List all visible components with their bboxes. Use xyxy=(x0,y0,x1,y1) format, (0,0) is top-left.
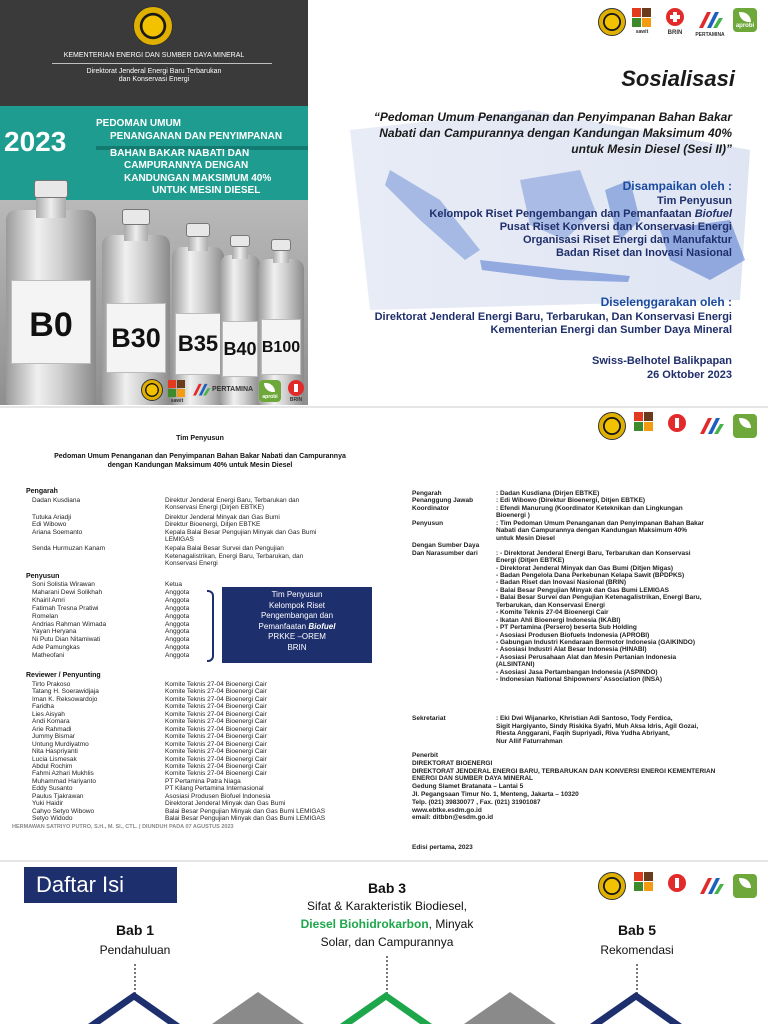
penyusun-name: Ade Pamungkas xyxy=(32,644,80,652)
reviewer-role: Komite Teknis 27-04 Bioenergi Cair xyxy=(165,770,267,778)
reviewer-name: Andi Komara xyxy=(32,718,70,726)
event-date: 26 Oktober 2023 xyxy=(647,369,732,381)
bottle-label: B30 xyxy=(111,323,161,353)
esdm-emblem-icon xyxy=(133,6,173,46)
sawit-logo-icon xyxy=(634,412,654,432)
cover-title-line: UNTUK MESIN DIESEL xyxy=(152,185,261,196)
bottle xyxy=(220,255,260,405)
bab3-heading: Bab 3 xyxy=(367,880,407,896)
penyusun-name: Andrias Rahman Wimada xyxy=(32,620,107,628)
reviewer-heading: Reviewer / Penyunting xyxy=(26,672,101,679)
credit-value: - Balai Besar Survei dan Pengujian Ketenagalistrikan, Energi Baru, xyxy=(496,594,702,602)
penyusun-role: Anggota xyxy=(165,612,190,620)
tim-subtitle: dengan Kandungan Maksimum 40% untuk Mesin Diesel xyxy=(107,462,293,469)
pertamina-logo-icon xyxy=(695,8,725,30)
penyusun-role: Anggota xyxy=(165,604,190,612)
pengarah-name: Edi Wibowo xyxy=(32,521,67,529)
credit-value: : Efendi Manurung (Koordinator Keteknikan dan Lingkungan xyxy=(496,504,683,512)
reviewer-role: Komite Teknis 27-04 Bioenergi Cair xyxy=(165,740,267,748)
connector-dots xyxy=(386,956,388,994)
team-box xyxy=(222,587,372,663)
reviewer-role: Komite Teknis 27-04 Bioenergi Cair xyxy=(165,725,267,733)
pengarah-role: Kepala Balai Besar Survei dan Pengujian xyxy=(165,545,284,553)
pengarah-name: Dadan Kusdiana xyxy=(32,497,81,504)
cover-title-line: CAMPURANNYA DENGAN xyxy=(124,160,249,171)
sekretariat-label: Sekretariat xyxy=(412,715,446,722)
reviewer-name: Fahmi Azhari Mukhlis xyxy=(32,770,94,778)
team-box-line: Pemanfaatan Biofuel xyxy=(258,621,336,631)
penyusun-name: Matheofani xyxy=(32,652,65,660)
timeline-chevrons xyxy=(0,990,768,1024)
team-box-line: Pengembangan dan xyxy=(260,611,334,620)
bab5-subtitle: Rekomendasi xyxy=(600,943,674,957)
reviewer-name: Cahyo Setyo Wibowo xyxy=(32,807,95,815)
reviewer-role: Komite Teknis 27-04 Bioenergi Cair xyxy=(165,755,267,763)
credit-label: Penyusun xyxy=(412,519,444,527)
credit-value: - Komite Teknis 27-04 Bioenergi Cair xyxy=(496,609,609,617)
bab1-subtitle: Pendahuluan xyxy=(99,943,171,957)
pengarah-name: Ariana Soemanto xyxy=(32,528,83,536)
penerbit-line: Penerbit xyxy=(412,752,439,759)
brin-caption: BRIN xyxy=(289,397,303,403)
pengarah-name: Tutuka Ariadji xyxy=(32,513,72,521)
pengarah-role: Direktur Jenderal Energi Baru, Terbarukan dan xyxy=(165,497,300,504)
sosialisasi-title: Sosialisasi xyxy=(621,66,735,91)
sawit-logo-icon xyxy=(632,8,652,28)
sekretariat-line: Riesta Anggarani, Faqih Supriyadi, Riva Yudha Abriyant, xyxy=(496,730,670,738)
credit-value: : Dadan Kusdiana (Dirjen EBTKE) xyxy=(496,490,600,497)
penyusun-role: Anggota xyxy=(165,620,190,628)
presented-by-line: Tim Penyusun xyxy=(657,195,732,207)
pengarah-name: Senda Hurmuzan Kanam xyxy=(32,545,105,553)
reviewer-name: Tatang H. Soerawidjaja xyxy=(32,688,99,696)
reviewer-name: Lies Aisyah xyxy=(32,710,65,718)
cover-title-line: PENANGANAN DAN PENYIMPANAN xyxy=(110,131,283,142)
bottle-label: B40 xyxy=(223,339,257,359)
aprobi-logo-icon xyxy=(733,414,757,438)
bottles-photo xyxy=(0,200,308,405)
reviewer-name: Setyo Widodo xyxy=(32,815,73,823)
sekretariat-line: : Eki Dwi Wijanarko, Khristian Adi Santoso, Tody Ferdica, xyxy=(496,715,673,722)
penyusun-name: Romelan xyxy=(32,612,59,620)
tim-subtitle: Pedoman Umum Penanganan dan Penyimpanan Bahan Bakar Nabati dan Campurannya xyxy=(54,453,346,460)
pengarah-role: Konservasi Energi (Dirjen EBTKE) xyxy=(165,504,264,512)
credit-value: - Asosiasi Industri Alat Besar Indonesia (HINABI) xyxy=(496,646,647,654)
reviewer-role: Komite Teknis 27-04 Bioenergi Cair xyxy=(165,688,267,696)
credit-value: : - Direktorat Jenderal Energi Baru, Terbarukan dan Konservasi xyxy=(496,549,691,557)
edition: Edisi pertama, 2023 xyxy=(412,844,473,851)
cover-directorate-1: Direktorat Jenderal Energi Baru Terbarukan xyxy=(86,68,222,75)
reviewer-role: Komite Teknis 27-04 Bioenergi Cair xyxy=(165,703,267,711)
sawit-caption: sawit xyxy=(635,29,649,35)
credit-value: - PT Pertamina (Persero) beserta Sub Holding xyxy=(496,624,637,632)
credit-value: untuk Mesin Diesel xyxy=(496,534,555,542)
reviewer-name: Lucia Lismesak xyxy=(32,755,77,763)
reviewer-name: Untung Murdiyatmo xyxy=(32,740,89,748)
presented-by-line: Kelompok Riset Pengembangan dan Pemanfaatan Biofuel xyxy=(429,208,732,220)
penyusun-role: Anggota xyxy=(165,636,190,644)
sawit-caption: sawit xyxy=(170,398,184,404)
brin-caption: BRIN xyxy=(667,30,683,36)
bottle xyxy=(102,235,170,405)
reviewer-role: Komite Teknis 27-04 Bioenergi Cair xyxy=(165,733,267,741)
credit-value: - Indonesian National Shipowners' Association (INSA) xyxy=(496,676,662,684)
penyusun-role: Anggota xyxy=(165,652,190,660)
credit-value: - Badan Pengelola Dana Perkebunan Kelapa Sawit (BPDPKS) xyxy=(496,571,685,579)
organized-by-line: Kementerian Energi dan Sumber Daya Mineral xyxy=(490,324,732,336)
cover-divider xyxy=(52,63,272,64)
bab3-line: Solar, dan Campurannya xyxy=(320,935,454,949)
credit-value: - Asosiasi Jasa Pertambangan Indonesia (ASPINDO) xyxy=(496,668,658,676)
reviewer-name: Faridha xyxy=(32,703,55,711)
reviewer-name: Jummy Bismar xyxy=(32,733,75,741)
credit-value: Terbarukan, dan Konservasi Energi xyxy=(496,601,605,609)
bottle-label: B100 xyxy=(261,339,301,356)
credit-value: - Gabungan Industri Kendaraan Bermotor Indonesia (GAIKINDO) xyxy=(496,639,695,646)
penerbit-line: email: ditbbn@esdm.go.id xyxy=(412,814,494,822)
penyusun-role: Anggota xyxy=(165,596,190,604)
esdm-logo-icon xyxy=(598,8,626,36)
penyusun-name: Soni Solistia Wirawan xyxy=(32,581,95,588)
organized-by-line: Direktorat Jenderal Energi Baru, Terbarukan, Dan Konservasi Energi xyxy=(374,311,732,323)
esdm-logo-icon xyxy=(598,872,626,900)
cover-directorate-2: dan Konservasi Energi xyxy=(118,76,190,83)
credit-label: Dan Narasumber dari xyxy=(412,549,478,557)
penerbit-line: DIREKTORAT BIOENERGI xyxy=(412,759,493,767)
penyusun-name: Yayan Heryana xyxy=(32,628,77,636)
pengarah-role: Ketenagalistrikan, Energi Baru, Terbarukan, dan xyxy=(165,552,304,560)
pengarah-role: Direktur Jenderal Minyak dan Gas Bumi xyxy=(165,513,280,521)
pertamina-caption: PERTAMINA xyxy=(212,386,254,393)
tim-title: Tim Penyusun xyxy=(176,435,224,442)
credit-value: : Edi Wibowo (Direktur Bioenergi, Ditjen EBTKE) xyxy=(496,497,646,505)
venue: Swiss-Belhotel Balikpapan xyxy=(592,355,732,367)
presented-by-line: Badan Riset dan Inovasi Nasional xyxy=(555,247,732,259)
pertamina-caption: PERTAMINA xyxy=(695,32,725,38)
download-footer: HERMAWAN SATRIYO PUTRO, S.H., M. SI., CTL. | DIUNDUH PADA 07 AGUSTUS 2023 xyxy=(12,824,234,830)
penerbit-line: Telp. (021) 39830077 , Fax. (021) 31901087 xyxy=(412,798,541,806)
cover-year: 2023 xyxy=(4,126,67,157)
reviewer-role: Asosiasi Produsen Biofuel Indonesia xyxy=(165,792,271,800)
bottle-label: B0 xyxy=(29,306,73,344)
quote-line: untuk Mesin Diesel (Sesi II)” xyxy=(571,142,732,156)
bab3-highlight: Diesel Biohidrokarbon xyxy=(300,917,429,931)
sawit-logo-icon xyxy=(634,872,654,892)
credit-label: Penanggung Jawab xyxy=(412,497,474,505)
reviewer-role: Balai Besar Pengujian Minyak dan Gas Bumi LEMIGAS xyxy=(165,807,326,815)
daftar-isi-title: Daftar Isi xyxy=(24,867,177,903)
reviewer-role: Direktorat Jenderal Minyak dan Gas Bumi xyxy=(165,800,286,808)
credit-value: - Ikatan Ahli Bioenergi Indonesia (IKABI) xyxy=(496,616,621,624)
team-box-line: PRKKE –OREM xyxy=(268,632,326,641)
aprobi-logo-icon xyxy=(733,874,757,898)
brin-logo-icon xyxy=(666,872,688,894)
reviewer-role: Balai Besar Pengujian Minyak dan Gas Bumi LEMIGAS xyxy=(165,815,326,823)
penerbit-line: Jl. Pegangsaan Timur No. 1, Menteng, Jakarta – 10320 xyxy=(412,791,579,798)
reviewer-role: PT Pertamina Patra Niaga xyxy=(165,777,241,785)
presented-by-line: Pusat Riset Konversi dan Konservasi Energi xyxy=(499,221,732,233)
quote-line: “Pedoman Umum Penanganan dan Penyimpanan Bahan Bakar xyxy=(373,110,732,124)
aprobi-logo-icon xyxy=(259,380,281,402)
aprobi-caption: aprobi xyxy=(262,394,278,400)
quote-line: Nabati dan Campurannya dengan Kandungan Maksimum 40% xyxy=(379,126,732,140)
penyusun-role: Anggota xyxy=(165,628,190,636)
brin-logo-icon xyxy=(287,380,305,398)
credit-value: - Direktorat Jenderal Minyak dan Gas Bumi (Ditjen Migas) xyxy=(496,564,673,572)
reviewer-role: Komite Teknis 27-04 Bioenergi Cair xyxy=(165,748,267,756)
bottle xyxy=(6,210,96,405)
reviewer-name: Arie Rahmadi xyxy=(32,725,72,733)
sekretariat-line: Sigit Hargiyanto, Sindy Riskika Syafri, Muh Aksa Idris, Agil Gozai, xyxy=(496,722,699,730)
penyusun-role: Ketua xyxy=(165,581,182,588)
pengarah-role: Direktur Bioenergi, Ditjen EBTKE xyxy=(165,521,261,529)
esdm-logo-icon xyxy=(598,412,626,440)
reviewer-name: Abdul Rochim xyxy=(32,762,73,770)
bab5-heading: Bab 5 xyxy=(617,922,657,938)
penyusun-name: Maharani Dewi Solikhah xyxy=(32,588,103,596)
team-bracket xyxy=(207,590,214,662)
credit-label: Dengan Sumber Daya xyxy=(412,542,480,550)
reviewer-name: Paulus Tjakrawan xyxy=(32,792,84,800)
credit-value: - Asosiasi Produsen Biofuels Indonesia (APROBI) xyxy=(496,631,650,639)
reviewer-role: Komite Teknis 27-04 Bioenergi Cair xyxy=(165,718,267,726)
credit-value: : Tim Pedoman Umum Penanganan dan Penyimpanan Bahan Bakar xyxy=(496,519,704,527)
credit-label: Koordinator xyxy=(412,504,450,512)
penerbit-line: DIREKTORAT JENDERAL ENERGI BARU, TERBARUKAN DAN KONVERSI ENERGI KEMENTERIAN xyxy=(412,767,716,775)
pengarah-heading: Pengarah xyxy=(26,488,58,495)
penerbit-line: Gedung Slamet Bratanata – Lantai 5 xyxy=(412,783,524,791)
team-box-line: BRIN xyxy=(287,642,307,652)
pengarah-role: Konservasi Energi xyxy=(165,560,218,568)
cover-title-line: PEDOMAN UMUM xyxy=(96,118,181,129)
team-box-line: Kelompok Riset xyxy=(268,600,326,610)
cover-title-line: KANDUNGAN MAKSIMUM 40% xyxy=(124,173,272,184)
credit-value: (ALSINTANI) xyxy=(496,661,535,669)
presented-by-line: Organisasi Riset Energi dan Manufaktur xyxy=(522,234,732,246)
credit-value: Nabati dan Campurannya dengan Kandungan Maksimum 40% xyxy=(496,527,688,535)
biofuel-word: Biofuel xyxy=(308,621,336,631)
biofuel-word: Biofuel xyxy=(694,208,732,220)
esdm-logo-icon xyxy=(141,379,163,401)
reviewer-role: Komite Teknis 27-04 Bioenergi Cair xyxy=(165,710,267,718)
brin-logo-icon xyxy=(664,6,686,28)
reviewer-name: Tirto Prakoso xyxy=(32,681,71,688)
reviewer-name: Yuki Haidir xyxy=(32,800,64,808)
sekretariat-line: Nur Allif Faturrahman xyxy=(496,737,563,745)
bab3-line: Sifat & Karakteristik Biodiesel, xyxy=(306,899,468,913)
penyusun-role: Anggota xyxy=(165,644,190,652)
organized-by-label: Diselenggarakan oleh : xyxy=(600,295,732,309)
pengarah-role: LEMIGAS xyxy=(165,536,194,543)
presented-by-label: Disampaikan oleh : xyxy=(622,179,732,193)
pertamina-logo-icon xyxy=(190,381,212,397)
penyusun-name: Fatimah Tresna Pratiwi xyxy=(32,604,99,612)
bab1-heading: Bab 1 xyxy=(115,922,155,938)
reviewer-name: Muhammad Hariyanto xyxy=(32,777,96,785)
cover-title-line: BAHAN BAKAR NABATI DAN xyxy=(110,148,250,159)
reviewer-name: Eddy Susanto xyxy=(32,785,73,793)
reviewer-role: Komite Teknis 27-04 Bioenergi Cair xyxy=(165,681,267,688)
sawit-logo-icon xyxy=(168,380,186,398)
penyusun-name: Khairil Amri xyxy=(32,596,65,604)
credit-value: - Balai Besar Pengujian Minyak dan Gas Bumi LEMIGAS xyxy=(496,586,670,594)
credit-label: Pengarah xyxy=(412,490,442,497)
bottle-label: B35 xyxy=(177,331,219,356)
reviewer-name: Iman K. Reksowardojo xyxy=(32,695,98,703)
credit-value: Energi (Ditjen EBTKE) xyxy=(496,557,565,565)
penerbit-line: www.ebtke.esdm.go.id xyxy=(412,806,482,814)
pertamina-logo-icon xyxy=(696,414,726,436)
reviewer-role: Komite Teknis 27-04 Bioenergi Cair xyxy=(165,695,267,703)
penyusun-role: Anggota xyxy=(165,588,190,596)
aprobi-logo-icon xyxy=(733,8,757,32)
aprobi-caption: aprobi xyxy=(735,23,755,29)
tim-penyusun-slide xyxy=(0,408,768,860)
credit-value: Bioenergi ) xyxy=(496,512,530,520)
bab3-line: Diesel Biohidrokarbon, Minyak xyxy=(300,917,474,931)
reviewer-role: PT Kilang Pertamina Internasional xyxy=(165,785,264,793)
reviewer-role: Komite Teknis 27-04 Bioenergi Cair xyxy=(165,762,267,770)
penyusun-name: Ni Putu Dian Nitamiwati xyxy=(32,636,101,644)
cover-ministry: KEMENTERIAN ENERGI DAN SUMBER DAYA MINERAL xyxy=(63,52,245,59)
credit-value: - Asosiasi Perusahaan Alat dan Mesin Pertanian Indonesia xyxy=(496,653,677,661)
pertamina-logo-icon xyxy=(696,874,726,896)
penyusun-heading: Penyusun xyxy=(26,573,60,580)
team-box-line: Tim Penyusun xyxy=(271,590,323,599)
credit-value: - Badan Riset dan Inovasi Nasional (BRIN) xyxy=(496,579,627,587)
pengarah-role: Kepala Balai Besar Pengujian Minyak dan Gas Bumi xyxy=(165,528,317,536)
brin-logo-icon xyxy=(666,412,688,434)
reviewer-name: Nita Haspriyanti xyxy=(32,748,78,756)
penerbit-line: ENERGI DAN SUMBER DAYA MINERAL xyxy=(412,775,533,783)
